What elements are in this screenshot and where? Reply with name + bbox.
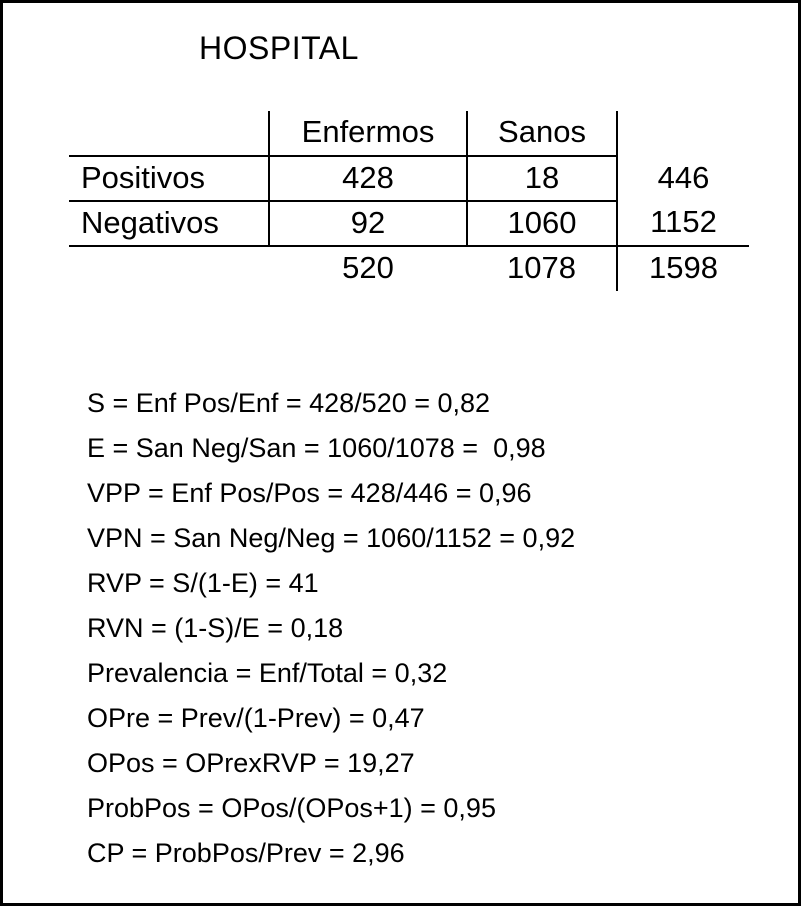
cell-negativos-enfermos: 92 (269, 201, 467, 246)
formula-line: CP = ProbPos/Prev = 2,96 (87, 838, 405, 868)
formula-line: Prevalencia = Enf/Total = 0,32 (87, 658, 448, 688)
row-label-negativos: Negativos (69, 201, 269, 246)
cell-positivos-sanos: 18 (467, 156, 617, 201)
formula-line: S = Enf Pos/Enf = 428/520 = 0,82 (87, 388, 491, 418)
contingency-table (69, 111, 749, 291)
table-header-blank (69, 111, 269, 156)
table-totals-row (69, 246, 749, 291)
formula-line: RVP = S/(1-E) = 41 (87, 568, 319, 598)
cell-total-enfermos: 520 (342, 250, 394, 285)
row-label-totales (69, 246, 269, 291)
formula-line: OPre = Prev/(1-Prev) = 0,47 (87, 703, 425, 733)
formula-line: VPN = San Neg/Neg = 1060/1152 = 0,92 (87, 523, 576, 553)
cell-negativos-total: 1152 (617, 201, 749, 246)
formula-line: OPos = OPrexRVP = 19,27 (87, 748, 415, 778)
cell-positivos-total: 446 (657, 159, 710, 195)
contingency-table-wrapper (69, 111, 749, 291)
cell-total-general: 1598 (649, 250, 718, 285)
table-header-total (617, 111, 749, 156)
table-header-row (69, 111, 749, 156)
formula-line: VPP = Enf Pos/Pos = 428/446 = 0,96 (87, 478, 532, 508)
formula-line: RVN = (1-S)/E = 0,18 (87, 613, 344, 643)
row-label-positivos: Positivos (69, 156, 269, 201)
table-row (69, 201, 749, 246)
formula-line: E = San Neg/San = 1060/1078 = 0,98 (87, 433, 546, 463)
cell-positivos-enfermos: 428 (269, 156, 467, 201)
table-header-sanos: Sanos (467, 111, 617, 156)
page-title: HOSPITAL (199, 30, 359, 66)
cell-total-sanos: 1078 (467, 246, 617, 291)
cell-negativos-sanos: 1060 (467, 201, 617, 246)
formula-line: ProbPos = OPos/(OPos+1) = 0,95 (87, 793, 496, 823)
formula-list (87, 381, 778, 876)
table-row (69, 156, 749, 201)
table-header-enfermos: Enfermos (269, 111, 467, 156)
